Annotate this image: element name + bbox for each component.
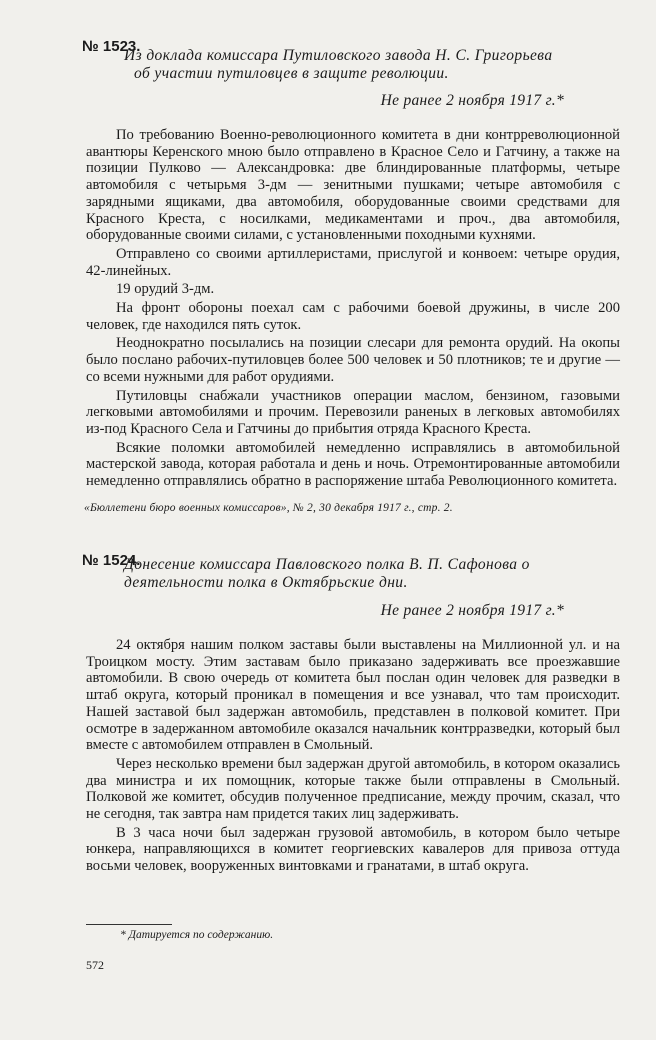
paragraph: Путиловцы снабжали участников операции маслом, бензином, газовыми легковыми автомобилями и прочим. Перевозили раненых в легковых автомобилях из-под Красного Села и Гатчины до прибытия отряда Красного Креста. (86, 387, 620, 437)
paragraph: По требованию Военно-революционного комитета в дни контрреволюционной авантюры Керенского мною было отправлено в Красное Село и Гатчину, а также на позиции Пулково — Александровка: две блиндированные платформы, четыре автомобиля с четырьмя 3-дм — зенитными пушками; четыре автомобиля с зарядными ящиками, два автомобиля, оборудованные своими средствами для Красного Креста, с носилками, медикаментами и проч., два автомобиля, оборудованные своими силами, с установленными походными кухнями. (86, 127, 620, 244)
footnote-divider (86, 924, 172, 925)
document-number: № 1523. (82, 38, 141, 55)
heading-line: об участии путиловцев в защите революции. (134, 65, 449, 82)
paragraph: Отправлено со своими артиллеристами, прислугой и конвоем: четыре орудия, 42-линейных. (86, 245, 620, 279)
footnote: * Датируется по содержанию. (120, 929, 274, 941)
document-body (86, 127, 620, 492)
paragraph: Через несколько времени был задержан другой автомобиль, в котором оказались два министра и их помощник, которые также были отправлены в Смольный. Полковой же комитет, обсудив полученное предписание, между прочим, сказал, что не сегодня, так завтра нам придется таких лиц задерживать. (86, 755, 620, 823)
document-date: Не ранее 2 ноября 1917 г.* (380, 92, 564, 109)
source-citation: «Бюллетени бюро военных комиссаров», № 2, 30 декабря 1917 г., стр. 2. (84, 502, 453, 514)
page-number: 572 (86, 958, 104, 972)
paragraph: 24 октября нашим полком заставы были выставлены на Миллионной ул. и на Троицком мосту. Этим заставам было приказано задерживать все проезжавшие автомобили. В свою очередь от комитета был послан один человек для разведки в штаб округа, который проникал в помещения и все узнавал, что там происходит. Нашей заставой был задержан автомобиль, представлен в полковой комитет. При осмотре в задержанном автомобиле оказался начальник контрразведки, который был вместе с автомобилем отправлен в Смольный. (86, 637, 620, 754)
document-heading (124, 556, 624, 592)
paragraph: Всякие поломки автомобилей немедленно исправлялись в автомобильной мастерской завода, которая работала и день и ночь. Отремонтированные автомобили немедленно отправлялись обратно в распоряжение штаба Революционного комитета. (86, 439, 620, 490)
paragraph: Неоднократно посылались на позиции слесари для ремонта орудий. На окопы было послано рабочих-путиловцев более 500 человек и 50 плотников; те и другие — со всеми нужными для работ орудиями. (86, 335, 620, 385)
heading-line: Донесение комиссара Павловского полка В. П. Сафонова о деятельности полка в Октябрьские дни. (124, 556, 530, 591)
paragraph: 19 орудий 3-дм. (116, 281, 215, 298)
paragraph: На фронт обороны поехал сам с рабочими боевой дружины, в числе 200 человек, где находился пять суток. (86, 300, 620, 333)
document-number: № 1524. (82, 552, 141, 569)
paragraph: В 3 часа ночи был задержан грузовой автомобиль, в котором было четыре юнкера, направляющихся в комитет георгиевских кавалеров для привоза оттуда восьми человек, вооруженных винтовками и гранатами, в штаб округа. (86, 824, 620, 875)
document-date: Не ранее 2 ноября 1917 г.* (380, 602, 564, 619)
heading-line: Из доклада комиссара Путиловского завода Н. С. Григорьева (124, 47, 553, 64)
document-heading (124, 47, 616, 83)
document-body (86, 637, 620, 877)
